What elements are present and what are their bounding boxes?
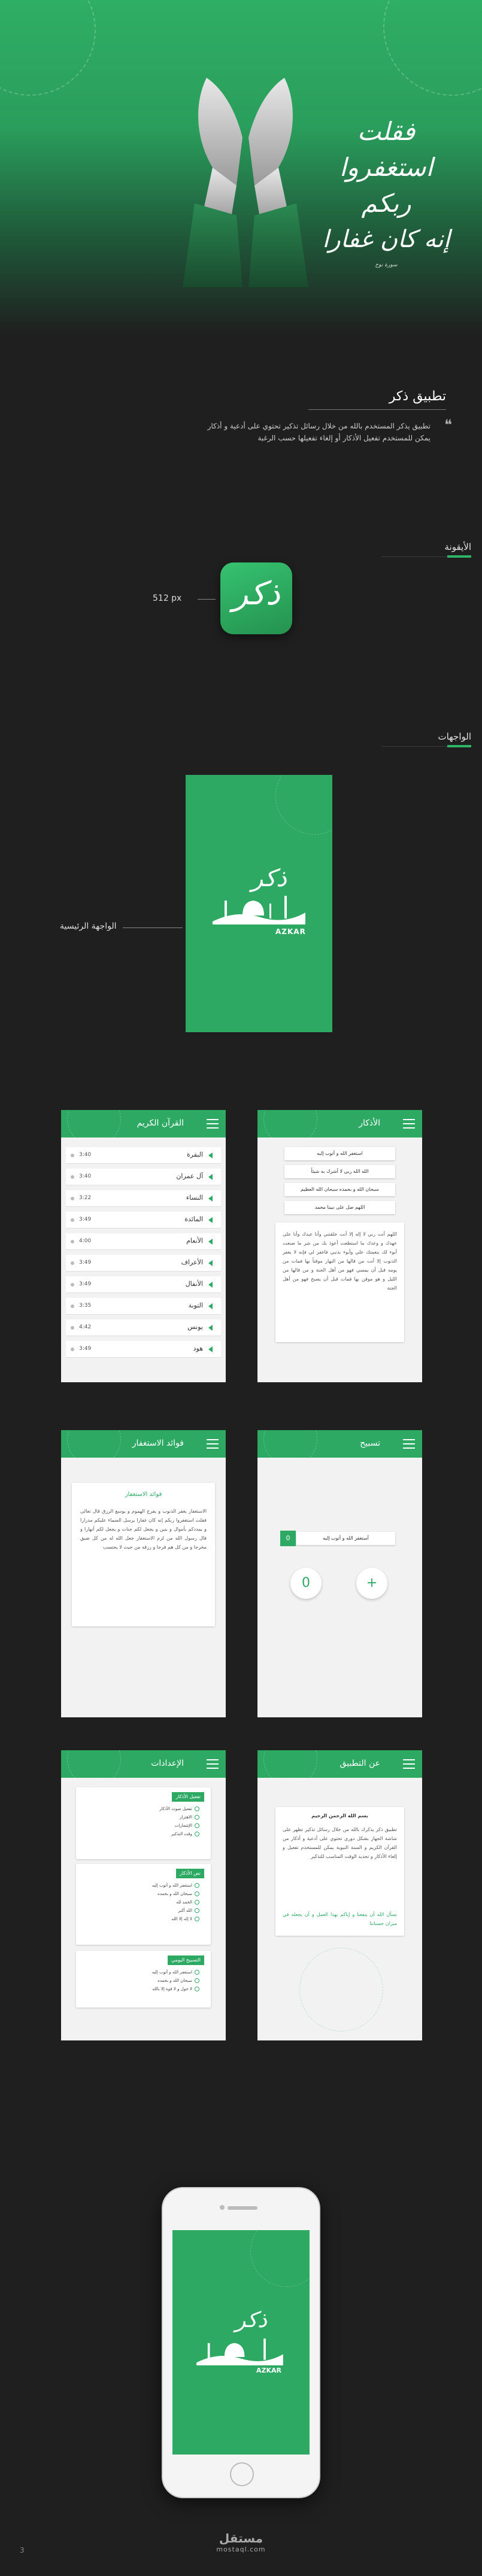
calligraphy-line-2: إنه كان غفارا <box>322 226 450 253</box>
screen-settings <box>61 1750 226 2040</box>
splash-mandala-icon <box>275 775 332 835</box>
surah-name: هود <box>193 1345 203 1352</box>
screen-azkar <box>257 1110 422 1382</box>
status-dot-icon <box>71 1326 74 1330</box>
phone-speaker-icon <box>228 2206 257 2210</box>
zikr-body-card <box>275 1222 404 1342</box>
status-dot-icon <box>71 1197 74 1200</box>
title-divider <box>308 409 446 410</box>
azkar-top-bar <box>257 1110 422 1138</box>
surah-row[interactable] <box>66 1255 221 1272</box>
screen-quran <box>61 1110 226 1382</box>
splash-logo: ذكر <box>251 865 287 892</box>
phone-mandala-icon <box>250 2230 310 2287</box>
icon-size-line <box>198 599 216 600</box>
play-icon[interactable] <box>208 1346 213 1352</box>
surah-row[interactable] <box>66 1233 221 1250</box>
status-dot-icon <box>71 1304 74 1308</box>
surah-name: المائدة <box>184 1215 203 1223</box>
play-icon[interactable] <box>208 1174 213 1180</box>
surah-duration: 3:22 <box>79 1195 92 1201</box>
quran-top-bar <box>61 1110 226 1138</box>
splash-screen <box>186 775 332 1032</box>
about-card <box>275 1807 404 1936</box>
section-divider-icon <box>381 556 471 557</box>
about-card-title: بسم الله الرحمن الرحيم <box>311 1813 368 1818</box>
azkar-title: الأذكار <box>359 1118 380 1128</box>
phone-camera-icon <box>220 2205 225 2210</box>
surah-name: آل عمران <box>176 1172 203 1180</box>
surah-row[interactable] <box>66 1319 221 1336</box>
tasbeeh-top-bar <box>257 1430 422 1458</box>
page-number: 3 <box>20 2546 25 2554</box>
app-icon <box>220 562 292 634</box>
menu-icon[interactable] <box>207 1759 219 1769</box>
phone-mockup <box>162 2187 320 2498</box>
surah-row[interactable] <box>66 1341 221 1358</box>
surah-duration: 3:49 <box>79 1281 92 1287</box>
settings-row[interactable]: تفعيل صوت الأذكار <box>159 1806 199 1811</box>
icon-size-label: 512 px <box>153 594 182 603</box>
brand-logo-text: مستقل <box>219 2531 263 2545</box>
bar-mandala-icon <box>67 1110 121 1146</box>
phone-skyline-icon <box>196 2332 283 2365</box>
phone-screen <box>172 2230 310 2455</box>
about-body-text: تطبيق ذكر يذكرك بالله من خلال رسائل تذكير تظهر على شاشة الجهاز بشكل دوري تحتوي على أدعية و أذكار من القرآن الكريم و السنة النبوية يمكن للمستخدم تفعيل و إلغاء الأذكار و تحديد الوقت المناسب للتذكير <box>283 1827 397 1859</box>
bar-mandala-icon <box>67 1750 121 1786</box>
screen-benefits <box>61 1430 226 1717</box>
app-description: تطبيق يذكر المستخدم بالله من خلال رسائل تذكير تحتوي على أدعية و أذكار يمكن للمستخدم تفعيل الأذكار أو إلغاء تفعيلها حسب الرغبة <box>207 422 431 442</box>
surah-name: النساء <box>186 1194 203 1202</box>
surah-name: الأنفال <box>185 1280 203 1288</box>
surah-row[interactable] <box>66 1147 221 1164</box>
settings-top-bar <box>61 1750 226 1778</box>
settings-title: الإعدادات <box>151 1759 184 1768</box>
surah-row[interactable] <box>66 1169 221 1185</box>
settings-row[interactable]: الحمد لله <box>176 1900 199 1905</box>
surah-row[interactable] <box>66 1276 221 1293</box>
play-icon[interactable] <box>208 1217 213 1223</box>
status-dot-icon <box>71 1240 74 1243</box>
zikr-pill[interactable]: اللهم صل على نبينا محمد <box>284 1201 395 1214</box>
surah-row[interactable] <box>66 1298 221 1315</box>
play-icon[interactable] <box>208 1260 213 1266</box>
mandala-ornament-left <box>0 0 96 96</box>
menu-icon[interactable] <box>207 1439 219 1449</box>
screen-about <box>257 1750 422 2040</box>
surah-row[interactable] <box>66 1190 221 1207</box>
splash-label-line <box>123 927 183 928</box>
surah-name: الأعراف <box>181 1258 203 1266</box>
surah-name: يونس <box>187 1323 203 1331</box>
tasbeeh-counter: 0 <box>280 1531 296 1546</box>
tasbeeh-phrase: أستغفر الله و أتوب إليه <box>296 1532 395 1545</box>
settings-row[interactable]: الاهتزاز <box>180 1815 199 1820</box>
surah-duration: 4:42 <box>79 1324 92 1330</box>
brand-footer <box>0 2531 482 2553</box>
bar-mandala-icon <box>263 1110 317 1146</box>
surah-name: البقرة <box>186 1151 203 1158</box>
status-dot-icon <box>71 1218 74 1222</box>
benefits-top-bar <box>61 1430 226 1458</box>
status-dot-icon <box>71 1261 74 1265</box>
about-title: عن التطبيق <box>339 1759 380 1768</box>
benefits-card <box>72 1483 215 1626</box>
quran-title: القرآن الكريم <box>137 1118 184 1128</box>
about-mandala-icon <box>299 1948 383 2031</box>
bar-mandala-icon <box>67 1430 121 1466</box>
surah-duration: 3:49 <box>79 1260 92 1266</box>
play-icon[interactable] <box>208 1325 213 1331</box>
benefits-body-text: الاستغفار يغفر الذنوب و يفرج الهموم و يوسع الرزق قال تعالى فقلت استغفروا ربكم إنه كان غفارا يرسل السماء عليكم مدرارا و يمددكم بأموال و بنين و يجعل لكم جنات و يجعل لكم أنهارا و قال رسول الله من لزم الاستغفار جعل الله له من كل ضيق مخرجا و من كل هم فرجا و رزقه من حيث لا يحتسب <box>80 1509 207 1550</box>
praying-hands-image <box>171 66 320 287</box>
tasbeeh-plus-button[interactable]: + <box>356 1568 387 1599</box>
surah-duration: 3:40 <box>79 1152 92 1158</box>
tasbeeh-title: تسبيح <box>360 1438 380 1448</box>
menu-icon[interactable] <box>403 1759 415 1769</box>
app-title: تطبيق ذكر <box>389 389 446 404</box>
splash-screen-label: الواجهة الرئيسية <box>60 921 117 931</box>
hero-banner <box>0 0 482 335</box>
settings-row[interactable]: الإشعارات <box>175 1823 199 1828</box>
zikr-pill[interactable]: استغفر الله و أتوب إليه <box>284 1147 395 1160</box>
bar-mandala-icon <box>263 1430 317 1466</box>
phone-logo: ذكر <box>235 2308 268 2332</box>
zikr-body-text: اللهم أنت ربي لا إله إلا أنت خلقتني وأنا عبدك وأنا على عهدك و وعدك ما استطعت أعوذ بك من شر ما صنعت أبوء لك بنعمتك علي وأبوء بذنبي فاغفر لي فإنه لا يغفر الذنوب إلا أنت من قالها من النهار موقناً بها فمات من يومه قبل أن يمسي فهو من أهل الجنة و من قالها من الليل و هو موقن بها فمات قبل أن يصبح فهو من أهل الجنة <box>283 1231 397 1291</box>
bar-mandala-icon <box>263 1750 317 1786</box>
tasbeeh-reset-button[interactable]: 0 <box>290 1568 322 1599</box>
brand-url: mostaql.com <box>216 2545 266 2553</box>
settings-group-head: تفعيل الأذكار <box>172 1792 204 1802</box>
section-divider-screens <box>381 746 471 747</box>
screen-tasbeeh <box>257 1430 422 1717</box>
settings-row[interactable]: لا حول و لا قوة إلا بالله <box>152 1987 199 1991</box>
benefits-card-title: فوائد الاستغفار <box>125 1491 162 1498</box>
calligraphy-verse <box>311 114 461 268</box>
settings-group-head: التسبيح اليومي <box>168 1955 204 1965</box>
about-top-bar <box>257 1750 422 1778</box>
settings-row[interactable]: استغفر الله و أتوب إليه <box>152 1883 199 1888</box>
app-icon-glyph: ذكر <box>232 574 280 612</box>
menu-icon[interactable] <box>403 1119 415 1129</box>
play-icon[interactable] <box>208 1303 213 1309</box>
mosque-skyline-icon <box>213 889 305 924</box>
benefits-title: فوائد الاستغفار <box>132 1438 184 1448</box>
play-icon[interactable] <box>208 1152 213 1158</box>
settings-row[interactable]: سبحان الله و بحمده <box>157 1978 199 1983</box>
surah-duration: 3:49 <box>79 1346 92 1352</box>
surah-duration: 3:35 <box>79 1303 92 1309</box>
surah-row[interactable] <box>66 1212 221 1228</box>
quote-mark-icon: ❝ <box>444 416 452 433</box>
zikr-pill[interactable]: سبحان الله و بحمده سبحان الله العظيم <box>284 1183 395 1196</box>
settings-group-head: نص الأذكار <box>176 1869 204 1878</box>
calligraphy-line-1: فقلت استغفروا ربكم <box>339 117 434 218</box>
zikr-pill[interactable]: الله الله ربي لا أشرك به شيئاً <box>284 1165 395 1178</box>
play-icon[interactable] <box>208 1239 213 1245</box>
surah-name: الأنعام <box>186 1237 203 1245</box>
play-icon[interactable] <box>208 1282 213 1288</box>
phone-app-name: AZKAR <box>256 2367 281 2374</box>
menu-icon[interactable] <box>207 1119 219 1129</box>
status-dot-icon <box>71 1348 74 1351</box>
mandala-ornament-right <box>383 0 482 96</box>
phone-home-button[interactable] <box>230 2462 254 2486</box>
play-icon[interactable] <box>208 1196 213 1202</box>
section-label-screens: الواجهات <box>438 731 471 742</box>
status-dot-icon <box>71 1154 74 1157</box>
splash-app-name: AZKAR <box>275 927 306 936</box>
section-label-icon: الأيقونة <box>444 542 471 552</box>
surah-duration: 3:40 <box>79 1173 92 1179</box>
surah-duration: 3:49 <box>79 1216 92 1222</box>
settings-row[interactable]: سبحان الله و بحمده <box>157 1891 199 1896</box>
status-dot-icon <box>71 1283 74 1287</box>
settings-row[interactable]: استغفر الله و أتوب إليه <box>152 1970 199 1975</box>
settings-row[interactable]: لا إله إلا الله <box>171 1917 199 1921</box>
menu-icon[interactable] <box>403 1439 415 1449</box>
status-dot-icon <box>71 1175 74 1179</box>
about-footer-text: نسأل الله أن ينفعنا و إياكم بهذا العمل و أن يجعله في ميزان حسناتنا <box>283 1912 397 1926</box>
settings-row[interactable]: وقت التذكير <box>171 1832 199 1836</box>
verse-caption: سورة نوح <box>375 262 398 268</box>
settings-row[interactable]: الله أكبر <box>178 1908 199 1913</box>
surah-duration: 4:00 <box>79 1238 92 1244</box>
surah-name: التوبة <box>188 1301 203 1309</box>
